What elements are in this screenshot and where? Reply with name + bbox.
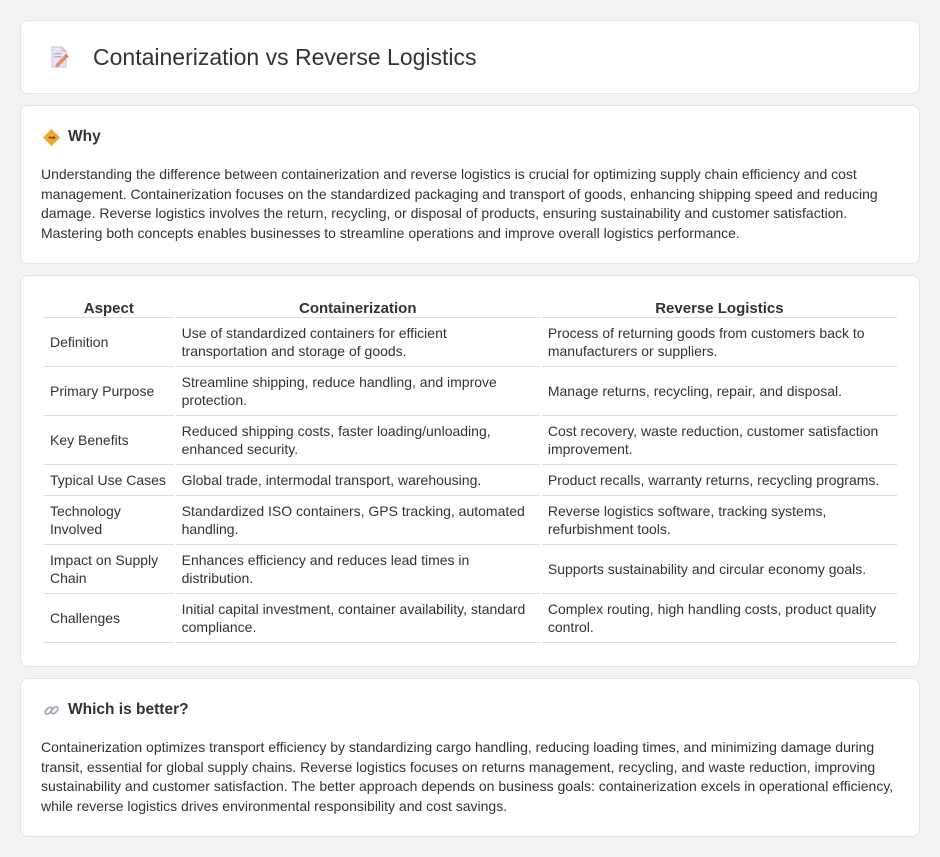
row-aspect: Primary Purpose	[44, 367, 174, 416]
row-reverse-logistics: Reverse logistics software, tracking systems, refurbishment tools.	[542, 496, 897, 545]
table-row	[44, 416, 897, 465]
which-is-better-section	[20, 678, 920, 837]
table-row	[44, 496, 897, 545]
row-containerization: Enhances efficiency and reduces lead times in distribution.	[176, 545, 540, 594]
header-reverse-logistics: Reverse Logistics	[542, 296, 897, 318]
table-row	[44, 545, 897, 594]
table-row	[44, 318, 897, 367]
comparison-table	[42, 296, 899, 643]
why-text: Understanding the difference between containerization and reverse logistics is crucial for optimizing supply chain efficiency and cost management. Containerization focuses on the standardized packaging and transport of goods, enhancing shipping speed and reducing damage. Reverse logistics involves the return, recycling, or disposal of products, ensuring sustainability and customer satisfaction. Mastering both concepts enables businesses to streamline operations and improve overall logistics performance.	[41, 166, 878, 241]
row-reverse-logistics: Product recalls, warranty returns, recycling programs.	[542, 465, 897, 496]
row-containerization: Initial capital investment, container availability, standard compliance.	[176, 594, 540, 643]
row-reverse-logistics: Process of returning goods from customers back to manufacturers or suppliers.	[542, 318, 897, 367]
row-containerization: Standardized ISO containers, GPS tracking, automated handling.	[176, 496, 540, 545]
header-aspect: Aspect	[44, 296, 174, 318]
row-aspect: Impact on Supply Chain	[44, 545, 174, 594]
table-row	[44, 367, 897, 416]
row-aspect: Definition	[44, 318, 174, 367]
comparison-card	[20, 275, 920, 667]
which-is-better-text: Containerization optimizes transport efficiency by standardizing cargo handling, reducing loading times, and minimizing damage during transit, essential for global supply chains. Reverse logistics focuses on returns management, recycling, and waste reduction, improving sustainability and customer satisfaction. The better approach depends on business goals: containerization excels in operational efficiency, while reverse logistics drives environmental responsibility and cost savings.	[41, 739, 894, 814]
title-card	[20, 20, 920, 94]
table-row	[44, 594, 897, 643]
row-containerization: Reduced shipping costs, faster loading/unloading, enhanced security.	[176, 416, 540, 465]
header-containerization: Containerization	[176, 296, 540, 318]
which-is-better-heading: Which is better?	[68, 701, 189, 718]
row-containerization: Streamline shipping, reduce handling, and improve protection.	[176, 367, 540, 416]
link-icon	[43, 702, 60, 719]
diamond-signpost-icon	[43, 129, 60, 146]
row-aspect: Technology Involved	[44, 496, 174, 545]
row-aspect: Key Benefits	[44, 416, 174, 465]
row-reverse-logistics: Manage returns, recycling, repair, and disposal.	[542, 367, 897, 416]
row-reverse-logistics: Supports sustainability and circular economy goals.	[542, 545, 897, 594]
row-containerization: Global trade, intermodal transport, warehousing.	[176, 465, 540, 496]
row-aspect: Typical Use Cases	[44, 465, 174, 496]
row-containerization: Use of standardized containers for efficient transportation and storage of goods.	[176, 318, 540, 367]
row-reverse-logistics: Complex routing, high handling costs, product quality control.	[542, 594, 897, 643]
table-row	[44, 465, 897, 496]
table-header-row	[44, 296, 897, 318]
why-section	[20, 105, 920, 264]
why-heading: Why	[68, 128, 101, 145]
row-reverse-logistics: Cost recovery, waste reduction, customer satisfaction improvement.	[542, 416, 897, 465]
row-aspect: Challenges	[44, 594, 174, 643]
page-title: Containerization vs Reverse Logistics	[93, 43, 477, 70]
document-pencil-icon	[47, 45, 71, 69]
